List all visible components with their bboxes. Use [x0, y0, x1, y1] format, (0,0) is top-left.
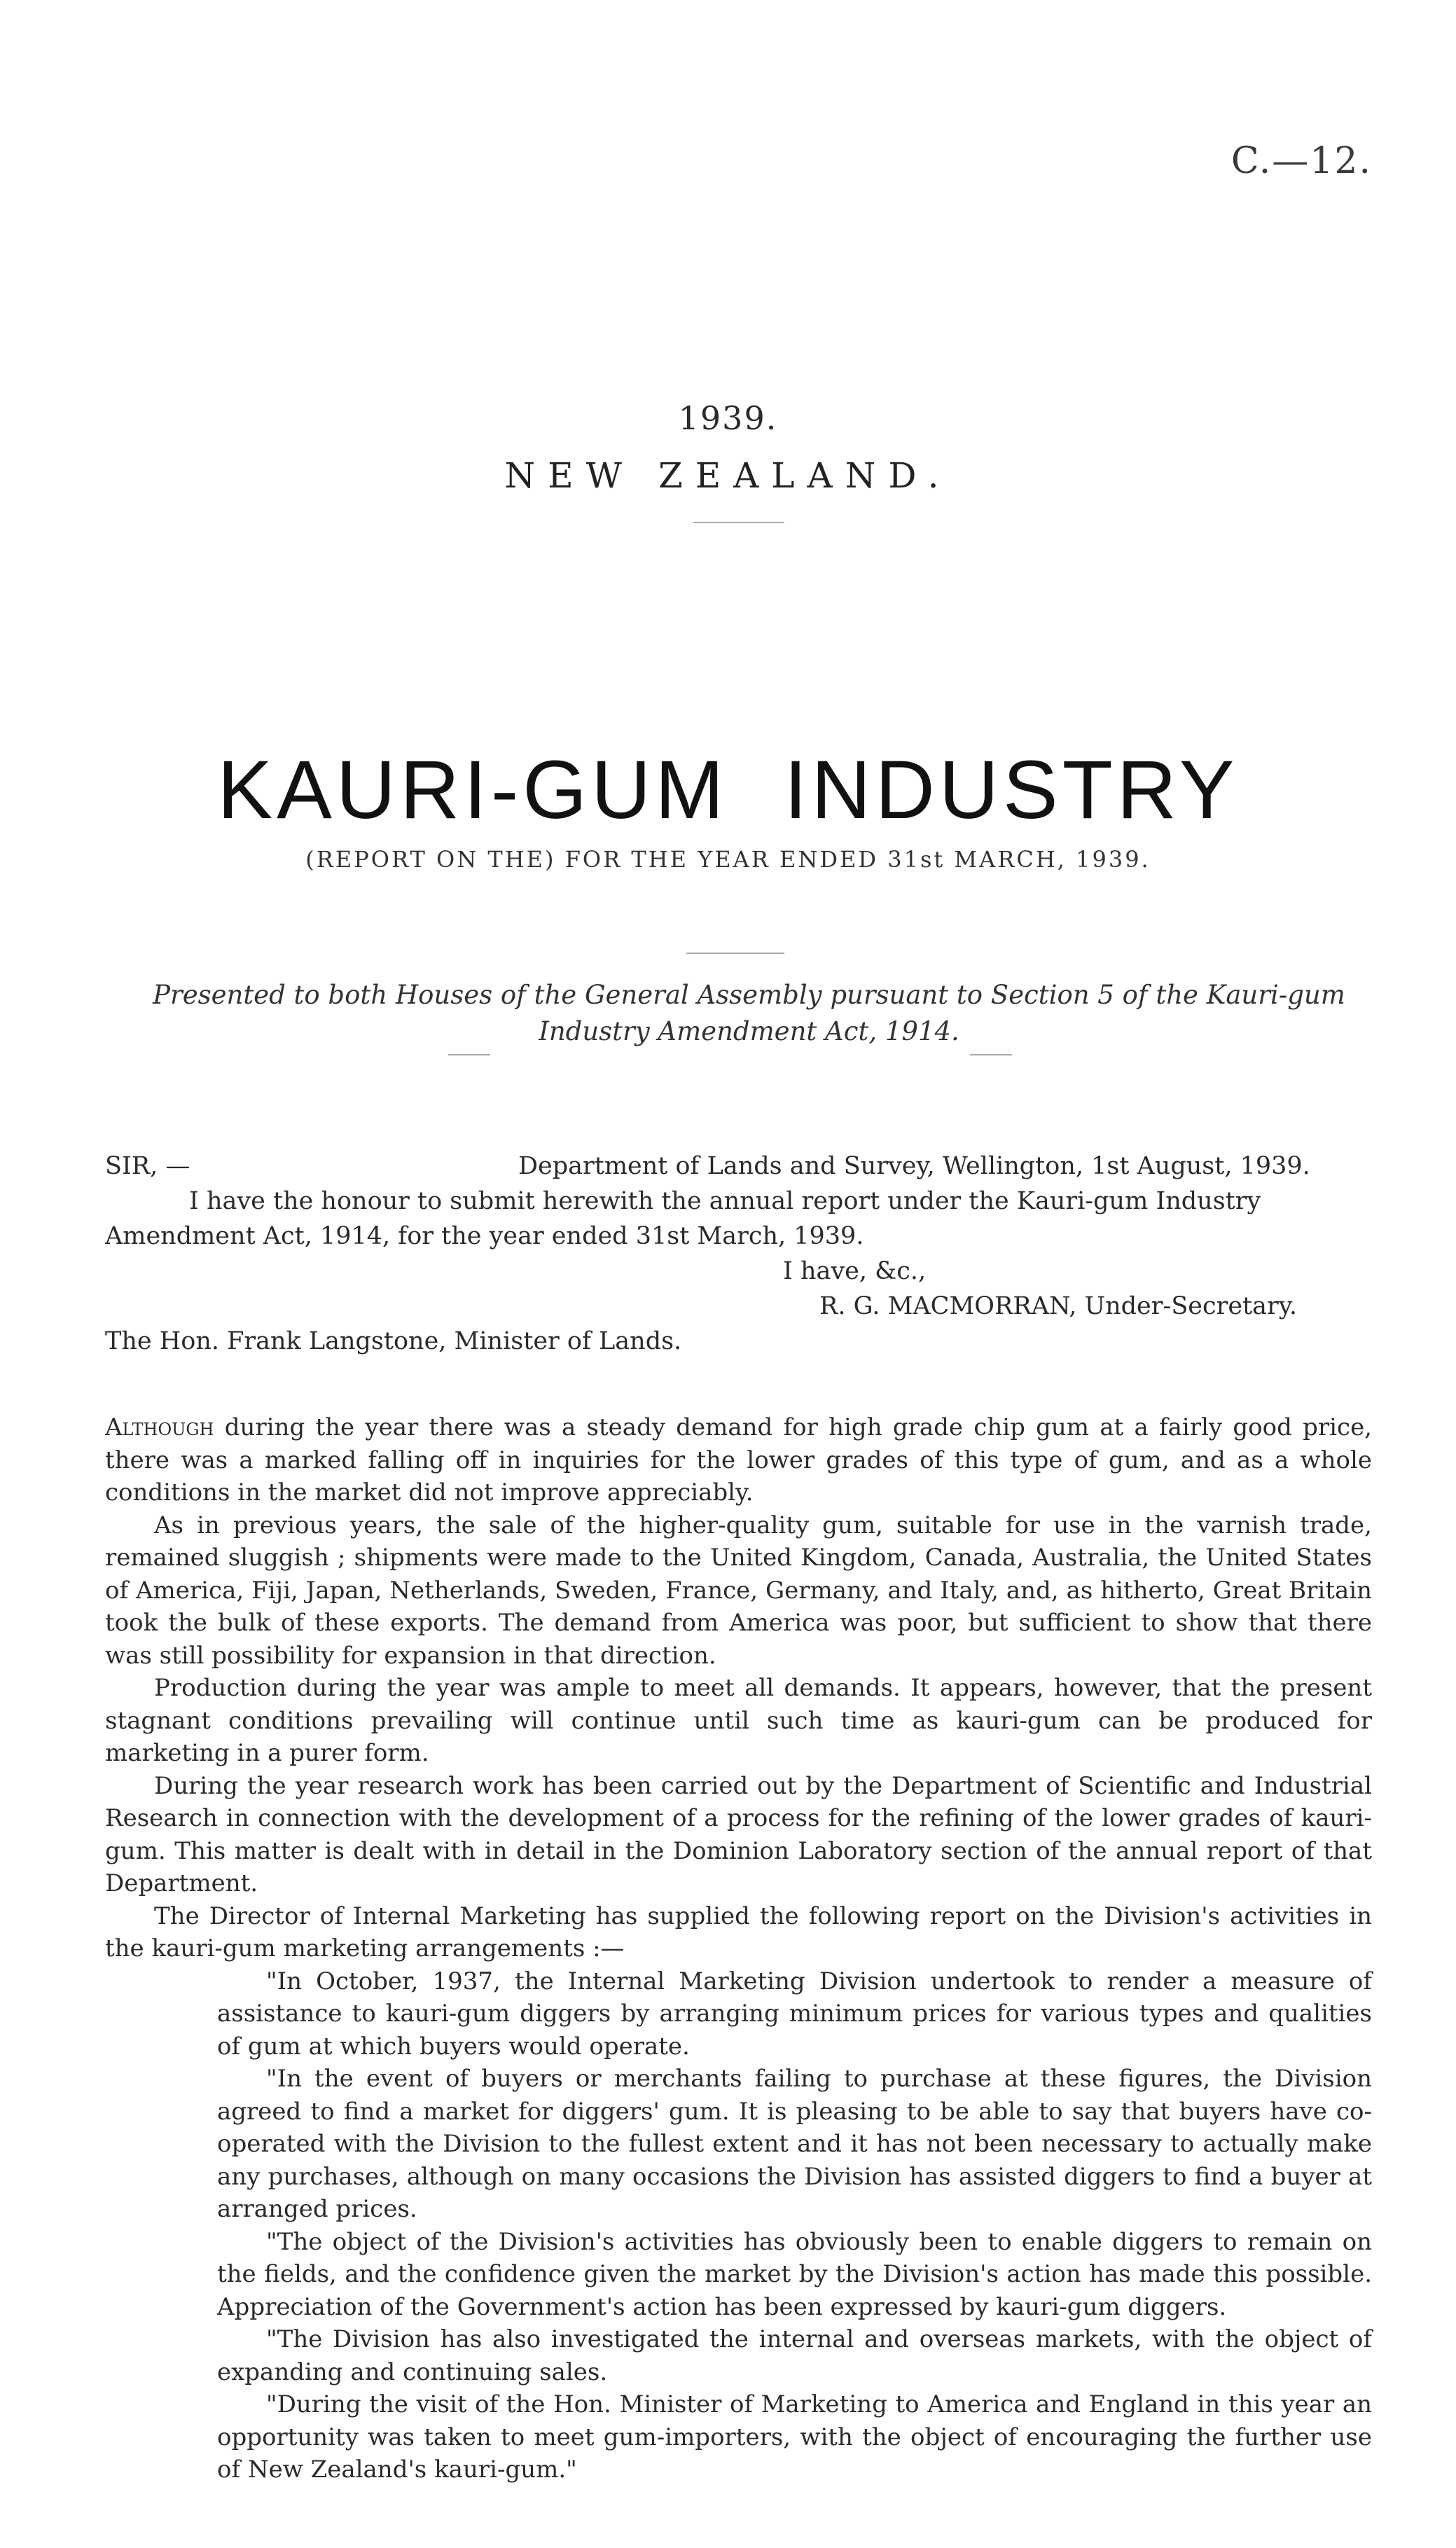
- letter-signature: R. G. MACMORRAN, Under-Secretary.: [819, 1292, 1297, 1320]
- presentation-note: Presented to both Houses of the General Assembly pursuant to Section 5 of the Kauri-gum Industry Amendment Act, 1914.: [153, 980, 1345, 1046]
- paragraph-lead: Although: [105, 1413, 214, 1441]
- letter-closing: I have, &c.,: [783, 1257, 927, 1285]
- report-year: 1939.: [678, 399, 778, 437]
- quoted-paragraph: "In October, 1937, the Internal Marketing Division undertook to render a measure of assistance to kauri-gum diggers by arranging minimum prices for various types and qualities of gum at which buyers would operate.: [217, 1967, 1372, 2061]
- paragraph: Production during the year was ample to meet all demands. It appears, however, that the present stagnant conditions prevailing will continue until such time as kauri-gum can be produced for marketing in a purer form.: [105, 1674, 1372, 1767]
- paragraph: As in previous years, the sale of the higher-quality gum, suitable for use in the varnish trade, remained sluggish ; shipments were made to the United Kingdom, Canada, Australia, the United States of America, Fiji, Japan, Netherlands, Sweden, France, Germany, and Italy, and, as hitherto, Great Britain took the bulk of these exports. The demand from America was poor, but sufficient to show that there was still possibility for expansion in that direction.: [105, 1511, 1372, 1670]
- quoted-paragraph: "The object of the Division's activities has obviously been to enable diggers to remain on the fields, and the confidence given the market by the Division's action has made this possible. Appreciation of the Government's action has been expressed by kauri-gum diggers.: [217, 2227, 1372, 2321]
- divider: [970, 1054, 1012, 1055]
- covering-letter: [105, 1149, 1372, 1359]
- quoted-paragraph: "The Division has also investigated the internal and overseas markets, with the object of expanding and continuing sales.: [217, 2325, 1372, 2386]
- paragraph: The Director of Internal Marketing has supplied the following report on the Division's activities in the kauri-gum marketing arrangements :—: [105, 1902, 1372, 1962]
- country-heading: NEW ZEALAND.: [504, 455, 952, 496]
- quoted-paragraph: "In the event of buyers or merchants failing to purchase at these figures, the Division agreed to find a market for diggers' gum. It is pleasing to be able to say that buyers have co-operated with the Division to the fullest extent and it has not been necessary to actually make any purchases, although on many occasions the Division has assisted diggers to find a buyer at arranged prices.: [217, 2065, 1372, 2223]
- paragraph-text: during the year there was a steady demand for high grade chip gum at a fairly good price, there was a marked falling off in inquiries for the lower grades of this type of gum, and as a whole conditions in the market did not improve appreciably.: [105, 1413, 1372, 1507]
- report-body: [105, 1411, 1372, 2486]
- quoted-paragraph: "During the visit of the Hon. Minister of Marketing to America and England in this year an opportunity was taken to meet gum-importers, with the object of encouraging the further use of New Zealand's kauri-gum.": [217, 2390, 1372, 2484]
- paragraph: During the year research work has been carried out by the Department of Scientific and Industrial Research in connection with the development of a process for the refining of the lower grades of kauri-gum. This matter is dealt with in detail in the Dominion Laboratory section of the annual report of that Department.: [105, 1771, 1372, 1897]
- divider: [693, 522, 784, 523]
- title-part-1: KAURI-GUM: [217, 744, 728, 836]
- divider: [448, 1054, 490, 1055]
- document-title: [0, 742, 1456, 838]
- document-subtitle: (REPORT ON THE) FOR THE YEAR ENDED 31st MARCH, 1939.: [305, 846, 1151, 873]
- letter-addressee: The Hon. Frank Langstone, Minister of Lands.: [105, 1327, 682, 1355]
- letter-dateline: Department of Lands and Survey, Wellington, 1st August, 1939.: [518, 1152, 1310, 1180]
- divider: [686, 953, 784, 954]
- paragraph: [105, 1411, 1372, 1509]
- title-part-2: INDUSTRY: [784, 744, 1239, 836]
- page-reference: C.—12.: [1230, 140, 1372, 182]
- letter-intro-line-1: I have the honour to submit herewith the annual report under the Kauri-gum Industry: [189, 1187, 1261, 1215]
- letter-intro-line-2: Amendment Act, 1914, for the year ended 31st March, 1939.: [105, 1222, 864, 1250]
- salutation: SIR, —: [105, 1152, 190, 1180]
